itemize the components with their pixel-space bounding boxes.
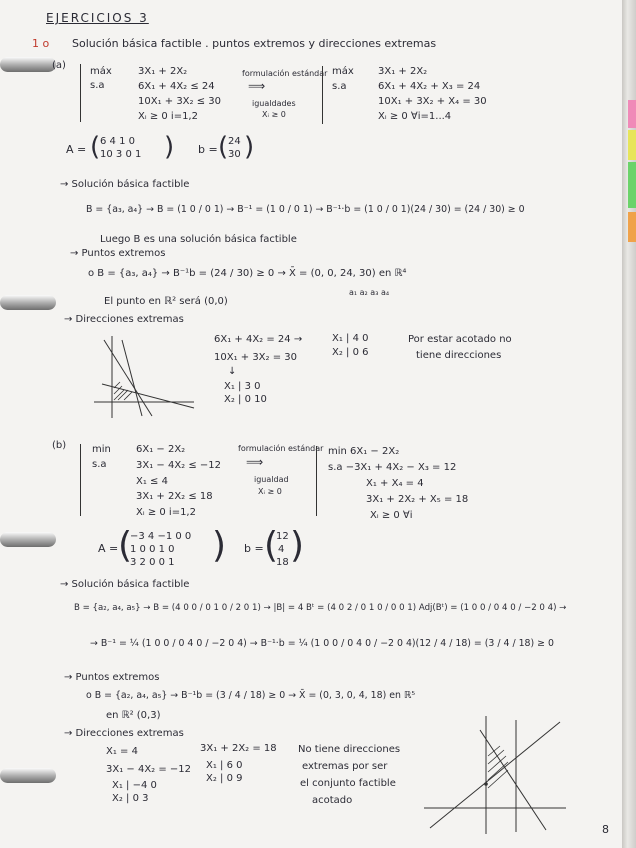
arrow-caption: formulación estándar — [242, 69, 328, 78]
binder-ring — [0, 57, 56, 72]
vector-b-row: 12 — [276, 531, 289, 542]
down-arrow-icon: ↓ — [228, 366, 237, 377]
value-table: X₂ | 0 9 — [206, 773, 243, 784]
section-heading: → Puntos extremos — [70, 248, 166, 259]
section-heading: → Solución básica factible — [60, 179, 190, 190]
de-note: el conjunto factible — [300, 778, 396, 789]
std-constraint-1: s.a −3X₁ + 4X₂ − X₃ = 12 — [328, 462, 457, 473]
section-heading: → Solución básica factible — [60, 579, 190, 590]
vector-b-row: 18 — [276, 557, 289, 568]
binder-ring — [0, 768, 56, 783]
objective-label: máx — [90, 66, 112, 77]
std-constraint-2: 10X₁ + 3X₂ + X₄ = 30 — [378, 96, 487, 107]
sbf-conclusion: Luego B es una solución básica factible — [100, 234, 297, 245]
bracket: ( — [218, 132, 229, 162]
objective-function: 6X₁ − 2X₂ — [136, 444, 186, 455]
arrow-caption: igualdades — [252, 99, 296, 108]
constraint-2: X₁ ≤ 4 — [136, 476, 168, 487]
binder-ring — [0, 532, 56, 547]
de-note: acotado — [312, 795, 353, 806]
std-constraint-3: 3X₁ + 2X₂ + X₅ = 18 — [366, 494, 469, 505]
bracket: ) — [244, 132, 255, 162]
de-note: Por estar acotado no — [408, 334, 512, 345]
value-table: X₁ | 3 0 — [224, 381, 261, 392]
vector-b-label: b = — [244, 542, 264, 555]
std-nonnegativity: Xᵢ ≥ 0 ∀i — [370, 510, 413, 521]
nonnegativity: Xᵢ ≥ 0 i=1,2 — [138, 111, 198, 122]
bracket: ) — [164, 132, 175, 162]
pe-point: El punto en ℝ² será (0,0) — [104, 296, 228, 307]
de-equation: X₁ = 4 — [106, 746, 138, 757]
green-tab — [628, 162, 636, 208]
std-constraint-2: X₁ + X₄ = 4 — [366, 478, 424, 489]
binder-ring — [0, 295, 56, 310]
page-title: EJERCICIOS 3 — [46, 11, 149, 25]
constraint-2: 10X₁ + 3X₂ ≤ 30 — [138, 96, 222, 107]
std-nonnegativity: Xᵢ ≥ 0 ∀i=1...4 — [378, 111, 452, 122]
pe-subscripts: a₁ a₂ a₃ a₄ — [349, 288, 390, 297]
matrix-A-row: 10 3 0 1 — [100, 149, 142, 160]
matrix-A-row: 6 4 1 0 — [100, 136, 135, 147]
double-arrow-icon: ⟹ — [246, 455, 264, 469]
section-heading: → Direcciones extremas — [64, 314, 184, 325]
bracket: ) — [290, 525, 305, 566]
section-heading: → Puntos extremos — [64, 672, 160, 683]
constraint-1: 6X₁ + 4X₂ ≤ 24 — [138, 81, 215, 92]
part-b-label: (b) — [52, 440, 67, 451]
bracket: ) — [212, 525, 227, 566]
de-note: No tiene direcciones — [298, 744, 401, 755]
objective-function: 3X₁ + 2X₂ — [138, 66, 188, 77]
vector-b-label: b = — [198, 143, 218, 156]
std-constraint-1: 6X₁ + 4X₂ + X₃ = 24 — [378, 81, 481, 92]
matrix-A-label: A = — [98, 542, 119, 555]
brace — [80, 64, 81, 122]
pink-tab — [628, 100, 636, 128]
arrow-caption: Xᵢ ≥ 0 — [262, 110, 286, 119]
sbf-derivation: → B⁻¹ = ¼ (1 0 0 / 0 4 0 / −2 0 4) → B⁻¹·b = ¼ (1 0 0 / 0 4 0 / −2 0 4)(12 / 4 / 18) = (3 / 4 / 18) ≥ 0 — [90, 638, 554, 649]
nonnegativity: Xᵢ ≥ 0 i=1,2 — [136, 507, 196, 518]
part-a-label: (a) — [52, 60, 66, 71]
value-table: X₁ | 4 0 — [332, 333, 369, 344]
constraint-label: s.a — [332, 81, 347, 92]
constraint-label: s.a — [90, 80, 105, 91]
bracket: ( — [90, 132, 101, 162]
section-heading: → Direcciones extremas — [64, 728, 184, 739]
vector-b-row: 24 — [228, 136, 241, 147]
constraint-label: s.a — [92, 459, 107, 470]
std-objective: min 6X₁ − 2X₂ — [328, 446, 400, 457]
yellow-tab — [628, 130, 636, 160]
bracket: ( — [118, 525, 133, 566]
matrix-A-row: 3 2 0 0 1 — [130, 557, 175, 568]
constraint-3: 3X₁ + 2X₂ ≤ 18 — [136, 491, 213, 502]
value-table: X₂ | 0 6 — [332, 347, 369, 358]
brace — [80, 444, 81, 516]
question-number: 1 o — [32, 37, 50, 50]
de-note: extremas por ser — [302, 761, 388, 772]
value-table: X₂ | 0 3 — [112, 793, 149, 804]
brace — [322, 66, 323, 124]
de-equation: 3X₁ − 4X₂ = −12 — [106, 764, 192, 775]
arrow-caption: Xᵢ ≥ 0 — [258, 487, 282, 496]
sbf-derivation: B = {a₃, a₄} → B = (1 0 / 0 1) → B⁻¹ = (1 0 / 0 1) → B⁻¹·b = (1 0 / 0 1)(24 / 30) = (24 / 30) ≥ 0 — [86, 204, 525, 215]
question-title: Solución básica factible . puntos extremos y direcciones extremas — [72, 37, 437, 50]
constraint-1: 3X₁ − 4X₂ ≤ −12 — [136, 460, 222, 471]
de-equation: 10X₁ + 3X₂ = 30 — [214, 352, 298, 363]
feasible-region-graph-b — [420, 712, 570, 838]
de-equation: 6X₁ + 4X₂ = 24 → — [214, 334, 303, 345]
bracket: ( — [264, 525, 279, 566]
value-table: X₁ | −4 0 — [112, 780, 157, 791]
brace — [316, 446, 317, 516]
arrow-caption: igualdad — [254, 475, 289, 484]
de-equation: 3X₁ + 2X₂ = 18 — [200, 743, 277, 754]
objective-label: máx — [332, 66, 354, 77]
matrix-A-label: A = — [66, 143, 87, 156]
de-note: tiene direcciones — [416, 350, 502, 361]
arrow-caption: formulación estándar — [238, 444, 324, 453]
double-arrow-icon: ⟹ — [248, 79, 266, 93]
pe-derivation: o B = {a₂, a₄, a₅} → B⁻¹b = (3 / 4 / 18) ≥ 0 → X̄ = (0, 3, 0, 4, 18) en ℝ⁵ — [86, 690, 416, 701]
pe-derivation: o B = {a₃, a₄} → B⁻¹b = (24 / 30) ≥ 0 → X̄ = (0, 0, 24, 30) en ℝ⁴ — [88, 268, 407, 279]
matrix-A-row: 1 0 0 1 0 — [130, 544, 175, 555]
matrix-A-row: −3 4 −1 0 0 — [130, 531, 192, 542]
value-table: X₂ | 0 10 — [224, 394, 267, 405]
std-objective: 3X₁ + 2X₂ — [378, 66, 428, 77]
orange-tab — [628, 212, 636, 242]
vector-b-row: 30 — [228, 149, 241, 160]
vector-b-row: 4 — [278, 544, 285, 555]
page-number: 8 — [602, 823, 609, 836]
value-table: X₁ | 6 0 — [206, 760, 243, 771]
sbf-derivation: B = {a₂, a₄, a₅} → B = (4 0 0 / 0 1 0 / 2 0 1) → |B| = 4 Bᵗ = (4 0 2 / 0 1 0 / 0 0 1) Adj(Bᵗ) = (1 0 0 / 0 4 0 / −2 0 4) → — [74, 603, 567, 613]
feasible-region-graph-a — [90, 332, 200, 422]
pe-point: en ℝ² (0,3) — [106, 710, 161, 721]
objective-label: min — [92, 444, 111, 455]
